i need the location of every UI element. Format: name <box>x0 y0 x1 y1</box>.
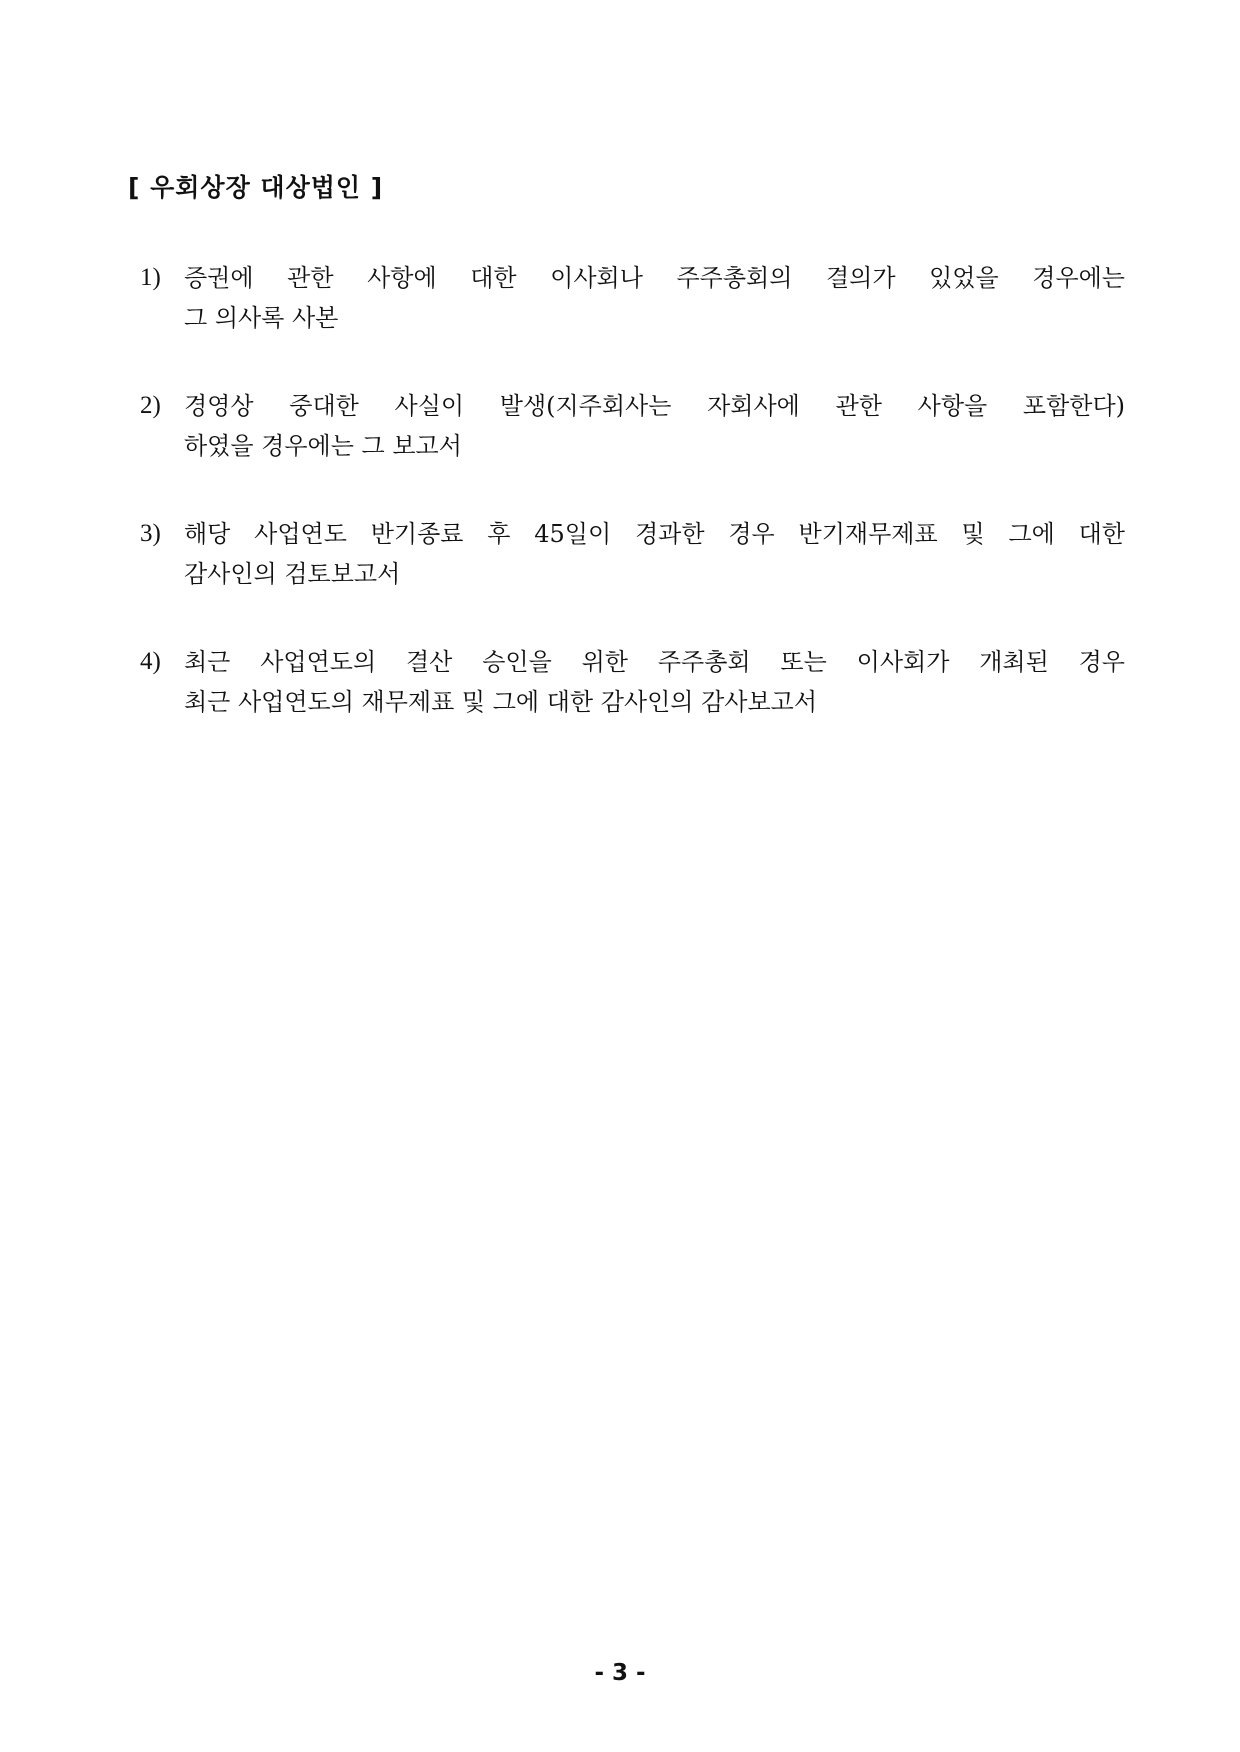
section-heading: [ 우회상장 대상법인 ] <box>128 173 384 202</box>
item-text-line-1: 해당 사업연도 반기종료 후 45일이 경과한 경우 반기재무제표 및 그에 대한 <box>184 520 1125 548</box>
item-text-line-1: 증권에 관한 사항에 대한 이사회나 주주총회의 결의가 있었을 경우에는 <box>184 264 1125 292</box>
list-item <box>140 642 1125 722</box>
page-number: - 3 - <box>594 1660 646 1686</box>
item-number: 1) <box>140 264 161 291</box>
item-text-line-1: 경영상 중대한 사실이 발생(지주회사는 자회사에 관한 사항을 포함한다) <box>184 392 1125 420</box>
item-text-line-1: 최근 사업연도의 결산 승인을 위한 주주총회 또는 이사회가 개최된 경우 <box>184 648 1125 676</box>
item-number: 2) <box>140 392 161 419</box>
item-text-line-2: 감사인의 검토보고서 <box>184 560 401 588</box>
item-text-line-2: 하였을 경우에는 그 보고서 <box>184 432 462 460</box>
item-number: 3) <box>140 520 161 547</box>
list-item <box>140 514 1125 594</box>
item-text-line-2: 그 의사록 사본 <box>184 304 339 332</box>
list-item <box>140 386 1125 466</box>
item-text-line-2: 최근 사업연도의 재무제표 및 그에 대한 감사인의 감사보고서 <box>184 688 818 716</box>
item-number: 4) <box>140 648 161 675</box>
document-item-list <box>140 258 1125 770</box>
list-item <box>140 258 1125 338</box>
